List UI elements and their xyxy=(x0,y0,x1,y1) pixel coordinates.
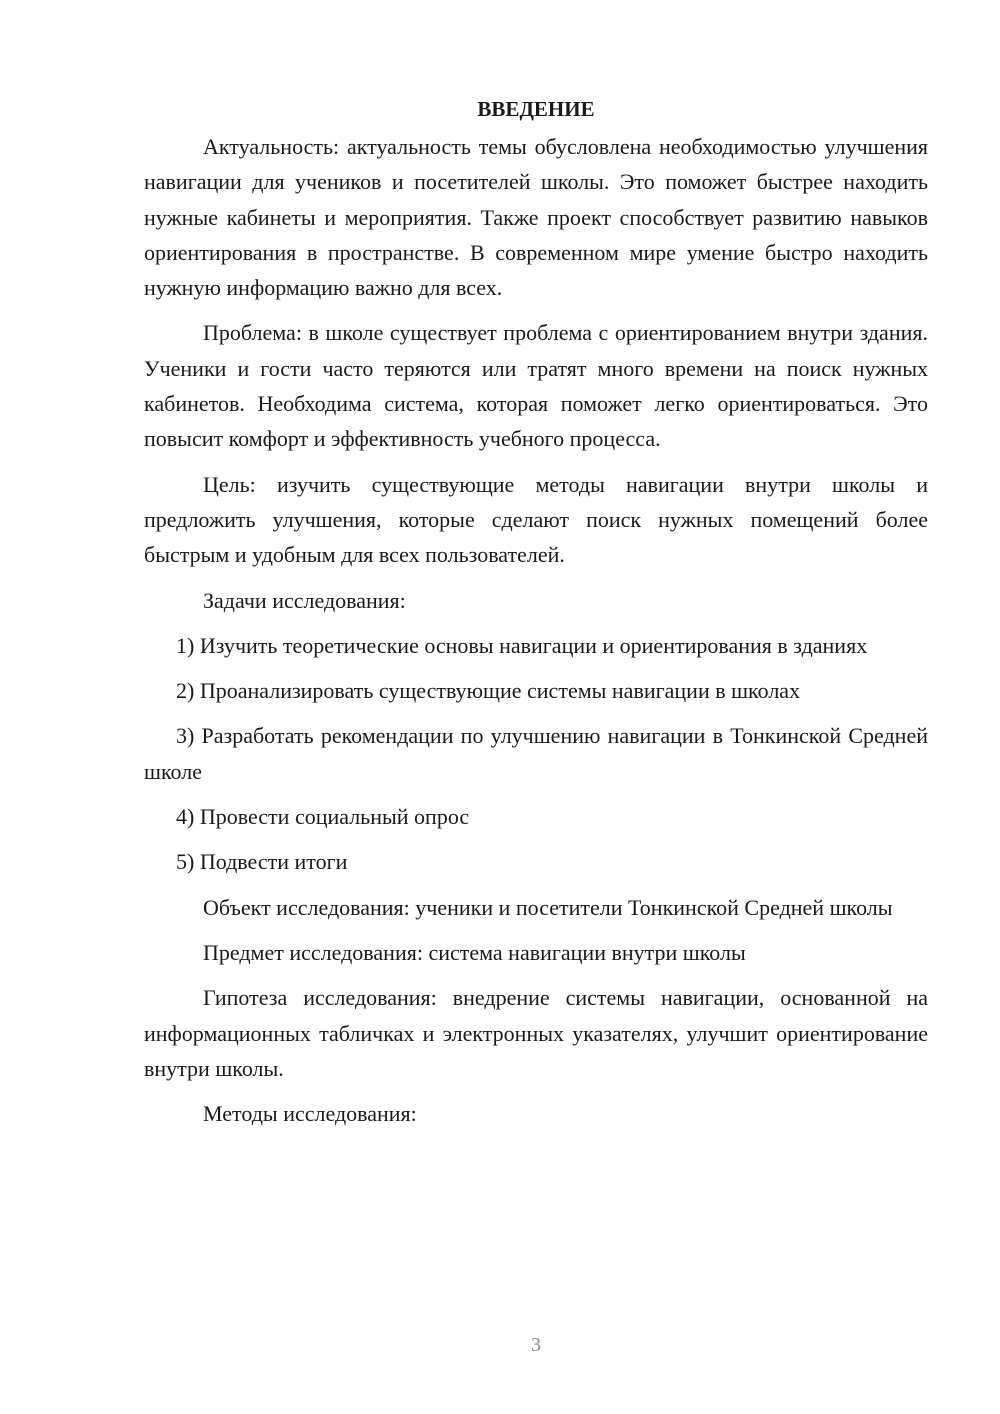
task-item-2: 2) Проанализировать существующие системы навигации в школах xyxy=(176,678,801,704)
task-item-1: 1) Изучить теоретические основы навигации и ориентирования в зданиях xyxy=(176,632,868,658)
goal-paragraph: Цель: изучить существующие методы навигации внутри школы и предложить улучшения, которые сделают поиск нужных помещений более быстрым и удобным для всех пользователей. xyxy=(144,471,928,568)
task-item-4: 4) Провести социальный опрос xyxy=(176,804,470,830)
hypothesis-paragraph: Гипотеза исследования: внедрение системы навигации, основанной на информационных табличках и электронных указателях, улучшит ориентирование внутри школы. xyxy=(144,985,928,1081)
section-heading: ВВЕДЕНИЕ xyxy=(477,97,595,121)
task-item-5: 5) Подвести итоги xyxy=(176,849,348,875)
subject-paragraph: Предмет исследования: система навигации внутри школы xyxy=(203,939,746,965)
page-number: 3 xyxy=(531,1334,541,1356)
object-paragraph: Объект исследования: ученики и посетители Тонкинской Средней школы xyxy=(203,894,893,920)
tasks-title: Задачи исследования: xyxy=(203,587,406,613)
task-item-3: 3) Разработать рекомендации по улучшению навигации в Тонкинской Средней школе xyxy=(144,723,928,784)
document-page xyxy=(144,94,928,1141)
relevance-paragraph: Актуальность: актуальность темы обусловлена необходимостью улучшения навигации для учеников и посетителей школы. Это поможет быстрее находить нужные кабинеты и мероприятия. Также проект способствует развитию навыков ориентирования в пространстве. В современном мире умение быстро находить нужную информацию важно для всех. xyxy=(144,134,928,301)
methods-title: Методы исследования: xyxy=(203,1101,417,1127)
problem-paragraph: Проблема: в школе существует проблема с ориентированием внутри здания. Ученики и гости часто теряются или тратят много времени на поиск нужных кабинетов. Необходима система, которая поможет легко ориентироваться. Это повысит комфорт и эффективность учебного процесса. xyxy=(144,320,928,452)
